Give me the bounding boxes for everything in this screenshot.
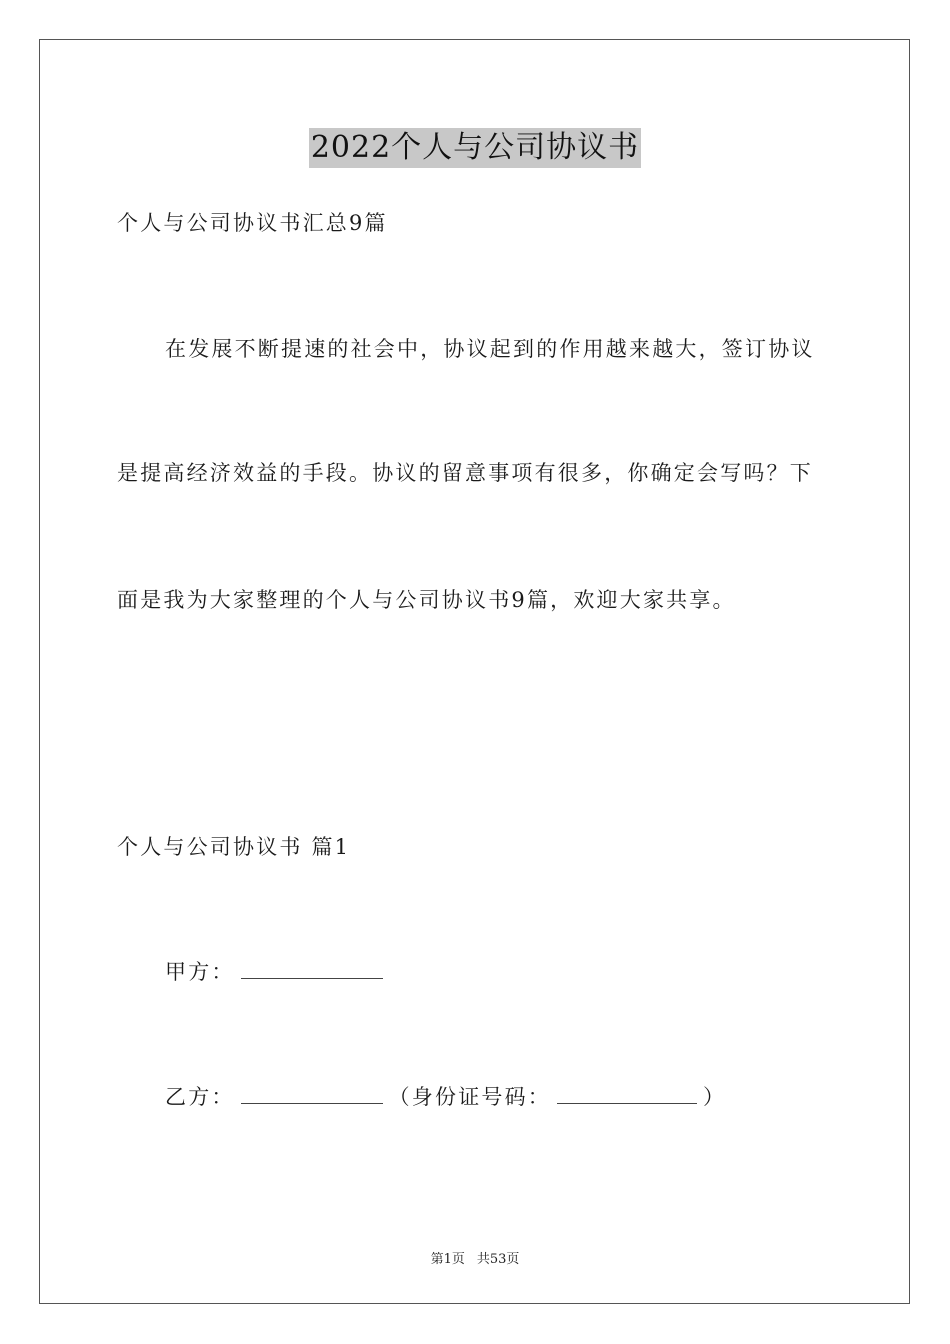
document-title: 2022个人与公司协议书: [309, 128, 641, 168]
page-footer: [0, 1248, 950, 1267]
document-subtitle: 个人与公司协议书汇总9篇: [117, 211, 388, 235]
intro-line-2: 是提高经济效益的手段。协议的留意事项有很多，你确定会写吗？下: [117, 461, 813, 485]
intro-line-3: 面是我为大家整理的个人与公司协议书9篇，欢迎大家共享。: [117, 588, 736, 612]
intro-line-1: 在发展不断提速的社会中，协议起到的作用越来越大，签订协议: [165, 337, 815, 361]
party-a-line: [165, 957, 389, 987]
section-heading: 个人与公司协议书 篇1: [117, 835, 351, 859]
party-a-label: 甲方：: [165, 960, 235, 984]
party-b-label: 乙方：: [165, 1085, 235, 1109]
id-close: ）: [703, 1085, 727, 1109]
id-label: （身份证号码：: [388, 1085, 552, 1109]
id-number-blank[interactable]: [557, 1083, 697, 1104]
party-b-blank[interactable]: [241, 1083, 383, 1104]
title-container: [0, 128, 950, 168]
total-pages: 共53页: [476, 1252, 520, 1267]
page-number: 第1页: [430, 1252, 465, 1267]
party-a-blank[interactable]: [241, 958, 383, 979]
party-b-line: [165, 1082, 726, 1112]
